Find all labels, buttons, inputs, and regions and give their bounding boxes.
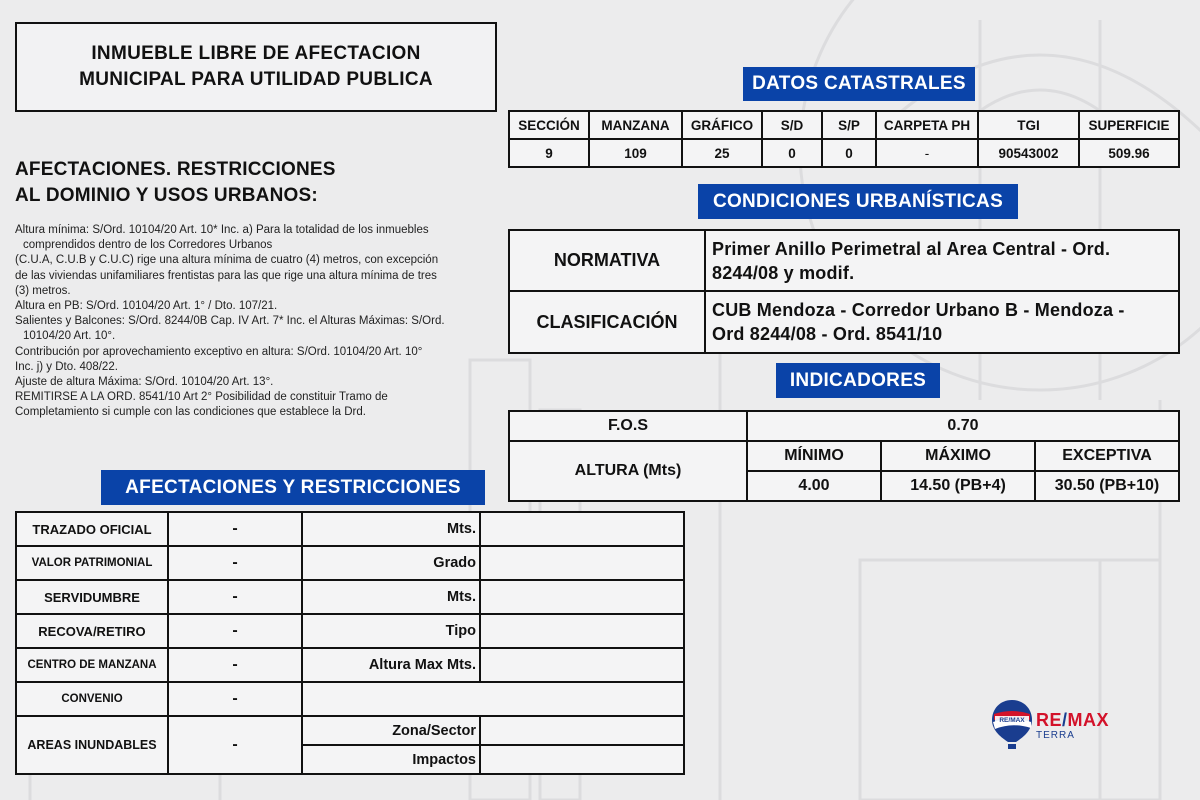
restricciones-paragraph	[15, 223, 505, 421]
centro-de-manzana-input	[480, 648, 684, 682]
normativa-line-1: Primer Anillo Perimetral al Area Central - Ord.	[712, 238, 1111, 259]
zona-sector-field: Zona/Sector	[302, 716, 480, 745]
valor-patrimonial-value: -	[168, 546, 302, 580]
maximo-label: MÁXIMO	[881, 441, 1035, 471]
valor-patrimonial-field: Grado	[302, 546, 480, 580]
centro-de-manzana-label: CENTRO DE MANZANA	[16, 648, 168, 682]
clasificacion-line-1: CUB Mendoza - Corredor Urbano B - Mendoza -	[712, 300, 1125, 320]
header-tgi: TGI	[978, 111, 1079, 139]
value-tgi: 90543002	[978, 139, 1079, 167]
brand-slash: /	[1062, 710, 1068, 730]
remax-logo	[990, 698, 1130, 750]
paragraph-line: Completamiento si cumple con las condiciones que establece la Drd.	[15, 406, 366, 419]
value-manzana: 109	[589, 139, 682, 167]
paragraph-line: Salientes y Balcones: S/Ord. 8244/0B Cap. IV Art. 7* Inc. el Alturas Máximas: S/Ord.	[15, 315, 445, 328]
restricciones-heading-1: AFECTACIONES. RESTRICCIONES	[15, 159, 336, 180]
normativa-label: NORMATIVA	[509, 230, 705, 291]
header-sp: S/P	[822, 111, 876, 139]
recova-retiro-label: RECOVA/RETIRO	[16, 614, 168, 648]
table-row	[16, 580, 684, 614]
table-row	[509, 441, 1179, 471]
restricciones-heading-2: AL DOMINIO Y USOS URBANOS:	[15, 185, 318, 206]
datos-catastrales-table	[508, 110, 1180, 168]
fos-label: F.O.S	[509, 411, 747, 441]
exceptiva-label: EXCEPTIVA	[1035, 441, 1179, 471]
title-line-1: INMUEBLE LIBRE DE AFECTACION	[91, 43, 421, 64]
table-row	[509, 230, 1179, 291]
balloon-text: RE/MAX	[999, 717, 1025, 724]
normativa-line-2: 8244/08 y modif.	[712, 262, 855, 283]
remax-subtitle: TERRA	[1036, 730, 1075, 741]
recova-retiro-field: Tipo	[302, 614, 480, 648]
paragraph-line: REMITIRSE A LA ORD. 8541/10 Art 2° Posibilidad de constituir Tramo de	[15, 391, 388, 404]
centro-de-manzana-field: Altura Max Mts.	[302, 648, 480, 682]
fos-value: 0.70	[747, 411, 1179, 441]
servidumbre-label: SERVIDUMBRE	[16, 580, 168, 614]
table-row	[509, 139, 1179, 167]
brand-max: MAX	[1067, 710, 1110, 730]
header-manzana: MANZANA	[589, 111, 682, 139]
afectaciones-table	[15, 511, 685, 775]
valor-patrimonial-input	[480, 546, 684, 580]
value-superficie: 509.96	[1079, 139, 1179, 167]
title-line-2: MUNICIPAL PARA UTILIDAD PUBLICA	[79, 69, 433, 90]
servidumbre-value: -	[168, 580, 302, 614]
impactos-field: Impactos	[302, 745, 480, 774]
table-row	[16, 614, 684, 648]
minimo-value: 4.00	[747, 471, 881, 501]
altura-label: ALTURA (Mts)	[509, 441, 747, 501]
title-box	[15, 22, 497, 112]
recova-retiro-value: -	[168, 614, 302, 648]
clasificacion-label: CLASIFICACIÓN	[509, 291, 705, 353]
normativa-value	[705, 230, 1179, 291]
value-sp: 0	[822, 139, 876, 167]
paragraph-line: Inc. j) y Dto. 408/22.	[15, 360, 118, 373]
paragraph-line: 10104/20 Art. 10°.	[23, 330, 116, 343]
header-superficie: SUPERFICIE	[1079, 111, 1179, 139]
minimo-label: MÍNIMO	[747, 441, 881, 471]
remax-wordmark	[1036, 710, 1109, 731]
trazado-oficial-value: -	[168, 512, 302, 546]
servidumbre-field: Mts.	[302, 580, 480, 614]
table-row	[16, 546, 684, 580]
datos-catastrales-badge: DATOS CATASTRALES	[743, 67, 975, 101]
trazado-oficial-field: Mts.	[302, 512, 480, 546]
afectaciones-badge: AFECTACIONES Y RESTRICCIONES	[101, 470, 485, 505]
paragraph-line: Altura mínima: S/Ord. 10104/20 Art. 10* Inc. a) Para la totalidad de los inmuebles	[15, 224, 429, 236]
restricciones-section	[15, 157, 505, 209]
indicadores-badge: INDICADORES	[776, 363, 940, 398]
value-sd: 0	[762, 139, 822, 167]
convenio-input	[302, 682, 684, 716]
impactos-input	[480, 745, 684, 774]
table-row	[509, 291, 1179, 353]
clasificacion-value	[705, 291, 1179, 353]
table-row	[16, 682, 684, 716]
areas-inundables-value: -	[168, 716, 302, 774]
clasificacion-line-2: Ord 8244/08 - Ord. 8541/10	[712, 324, 943, 344]
value-grafico: 25	[682, 139, 762, 167]
paragraph-line: (3) metros.	[15, 284, 71, 297]
servidumbre-input	[480, 580, 684, 614]
indicadores-table	[508, 410, 1180, 502]
paragraph-line: comprendidos dentro de los Corredores Urbanos	[23, 239, 273, 252]
convenio-value: -	[168, 682, 302, 716]
table-row	[509, 411, 1179, 441]
table-row	[16, 716, 684, 745]
convenio-label: CONVENIO	[16, 682, 168, 716]
header-sd: S/D	[762, 111, 822, 139]
recova-retiro-input	[480, 614, 684, 648]
value-carpeta-ph: -	[876, 139, 978, 167]
condiciones-table	[508, 229, 1180, 354]
areas-inundables-label: AREAS INUNDABLES	[16, 716, 168, 774]
header-grafico: GRÁFICO	[682, 111, 762, 139]
valor-patrimonial-label: VALOR PATRIMONIAL	[16, 546, 168, 580]
table-row	[16, 512, 684, 546]
header-carpeta-ph: CARPETA PH	[876, 111, 978, 139]
maximo-value: 14.50 (PB+4)	[881, 471, 1035, 501]
centro-de-manzana-value: -	[168, 648, 302, 682]
paragraph-line: Ajuste de altura Máxima: S/Ord. 10104/20 Art. 13°.	[15, 376, 274, 389]
balloon-icon	[990, 698, 1034, 750]
table-header-row	[509, 111, 1179, 139]
paragraph-line: Contribución por aprovechamiento exceptivo en altura: S/Ord. 10104/20 Art. 10°	[15, 345, 423, 358]
paragraph-line: (C.U.A, C.U.B y C.U.C) rige una altura mínima de cuatro (4) metros, con excepción	[15, 254, 439, 267]
zona-sector-input	[480, 716, 684, 745]
paragraph-line: de las viviendas unifamiliares frentistas para las que rige una altura mínima de tres	[15, 269, 437, 282]
condiciones-badge: CONDICIONES URBANÍSTICAS	[698, 184, 1018, 219]
trazado-oficial-label: TRAZADO OFICIAL	[16, 512, 168, 546]
exceptiva-value: 30.50 (PB+10)	[1035, 471, 1179, 501]
paragraph-line: Altura en PB: S/Ord. 10104/20 Art. 1° / Dto. 107/21.	[15, 300, 278, 313]
value-seccion: 9	[509, 139, 589, 167]
trazado-oficial-input	[480, 512, 684, 546]
header-seccion: SECCIÓN	[509, 111, 589, 139]
brand-re: RE	[1036, 710, 1063, 730]
table-row	[16, 648, 684, 682]
